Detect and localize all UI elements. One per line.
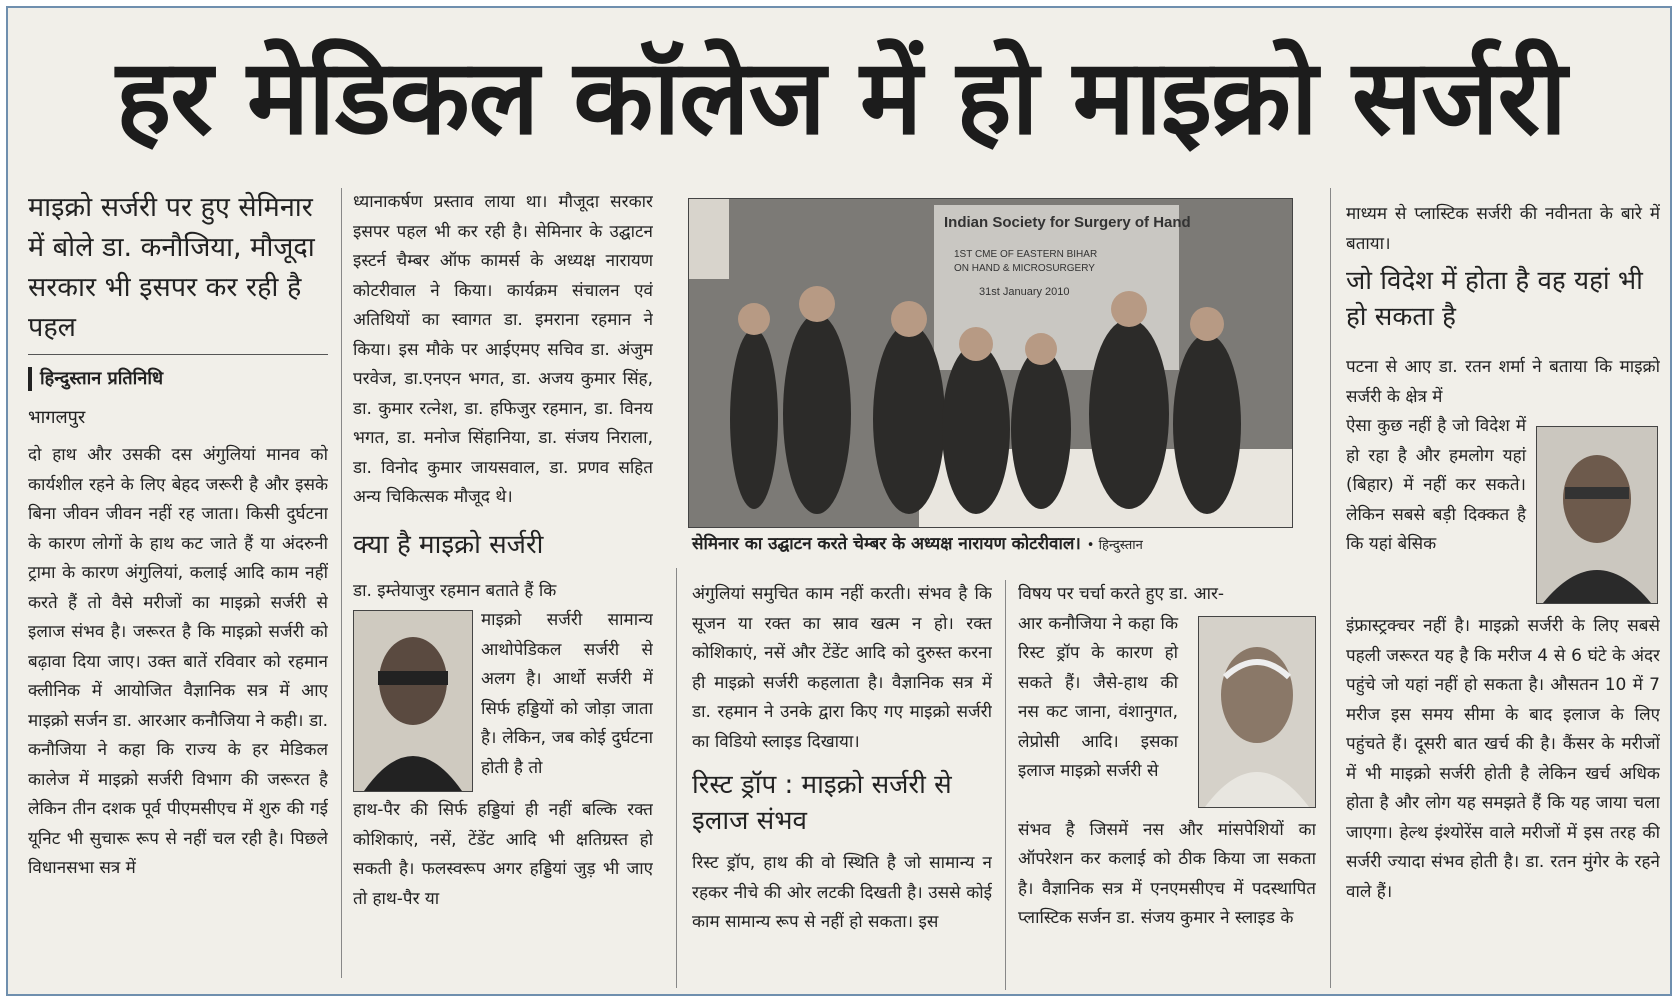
column-2-body: ध्यानाकर्षण प्रस्ताव लाया था। मौजूदा सरकार इसपर पहल भी कर रही है। सेमिनार के उद्घाटन इस्टर्न चैम्बर ऑफ कामर्स के अध्यक्ष नारायण कोटरीवाल ने किया। कार्यक्रम संचालन एवं अतिथियों का स्वागत डा. इमराना रहमान ने किया। इस मौके पर आईएमए सचिव डा. अंजुम परवेज, डा.एनएन भगत, डा. अजय कुमार सिंह, डा. कुमार रत्नेश, डा. हफिजुर रहमान, डा. विनय भगत, डा. मनोज सिंहानिया, डा. संजय निराला, डा. विनोद कुमार जायसवाल, डा. प्रणव सहित अन्य चिकित्सक मौजूद थे। [353, 192, 653, 507]
column-4-body-a: विषय पर चर्चा करते हुए डा. आर- [1018, 584, 1225, 604]
column-4 [1018, 580, 1316, 990]
banner-line-3: ON HAND & MICROSURGERY [954, 263, 1095, 274]
event-photo-illustration [689, 199, 1292, 527]
column-5-body-top: माध्यम से प्लास्टिक सर्जरी की नवीनता के बारे में बताया। [1346, 204, 1660, 254]
banner-line-1: Indian Society for Surgery of Hand [944, 214, 1191, 231]
photo-credit: • हिन्दुस्तान [1086, 538, 1143, 553]
column-4-body-b: आर कनौजिया ने कहा कि रिस्ट ड्रॉप के कारण हो सकते हैं। जैसे-हाथ की नस कट जाना, वंशानुगत, लेप्रोसी आदि। इसका इलाज माइक्रो सर्जरी से [1018, 613, 1178, 781]
portrait-illustration [1199, 617, 1315, 807]
column-5-body-a: पटना से आए डा. रतन शर्मा ने बताया कि माइक्रो सर्जरी के क्षेत्र में [1346, 357, 1660, 407]
column-4-body-c: संभव है जिसमें नस और मांसपेशियों का ऑपरेशन कर कलाई को ठीक किया जा सकता है। वैज्ञानिक सत्र में एनएमसीएच में पदस्थापित प्लास्टिक सर्जन डा. संजय कुमार ने स्लाइड के [1018, 819, 1316, 928]
subhead-wrist-drop: रिस्ट ड्रॉप : माइक्रो सर्जरी से इलाज संभव [692, 770, 952, 836]
photo-caption [692, 533, 1292, 557]
byline: हिन्दुस्तान प्रतिनिधि [28, 367, 328, 391]
subhead-abroad: जो विदेश में होता है वह यहां भी हो सकता है [1346, 266, 1643, 332]
deck: माइक्रो सर्जरी पर हुए सेमिनार में बोले डा. कनौजिया, मौजूदा सरकार भी इसपर कर रही है पहल [28, 192, 315, 343]
column-2 [353, 188, 653, 988]
column-rule [1330, 188, 1331, 988]
banner-line-4: 31st January 2010 [979, 286, 1070, 298]
event-photo [688, 198, 1293, 528]
column-5 [1346, 200, 1660, 990]
portrait-illustration [354, 611, 472, 791]
column-2-body-2b: माइक्रो सर्जरी सामान्य आथोपेडिकल सर्जरी से अलग है। आर्थो सर्जरी में सिर्फ हड्डियों को जोड़ा जाता है। लेकिन, जब कोई दुर्घटना होती है तो [481, 610, 653, 778]
column-2-body-2c: हाथ-पैर की सिर्फ हड्डियां ही नहीं बल्कि रक्त कोशिकाएं, नसें, टेंडेंट आदि भी क्षतिग्रस्त हो सकती है। फलस्वरूप अगर हड्डियां जुड़ भी जाए तो हाथ-पैर या [353, 800, 653, 909]
column-2-body-2a: डा. इम्तेयाजुर रहमान बताते हैं कि [353, 580, 557, 601]
subhead-what-is-microsurgery: क्या है माइक्रो सर्जरी [353, 529, 544, 560]
column-3 [692, 580, 992, 990]
column-5-body-c: इंफ्रास्ट्रक्चर नहीं है। माइक्रो सर्जरी के लिए सबसे पहली जरूरत यह है कि मरीज 4 से 6 घंटे के अंदर पहुंचे जो यहां नहीं हो सकता है। औसतन 10 में 7 मरीज इस समय सीमा के बाद इलाज के लिए पहुंचते हैं। दूसरी बात खर्च की है। कैंसर के मरीजों में भी माइक्रो सर्जरी होती है लेकिन खर्च अधिक होता है और लोग यह समझते हैं कि यह जाया चला जाएगा। हेल्थ इंश्योरेंस वाले मरीजों में इस तरह की सर्जरी ज्यादा संभव होती है। डा. रतन मुंगेर के रहने वाले हैं। [1346, 616, 1660, 902]
portrait-photo-kanaujia [1198, 616, 1316, 808]
column-3-body-2: रिस्ट ड्रॉप, हाथ की वो स्थिति है जो सामान्य न रहकर नीचे की ओर लटकी दिखती है। उससे कोई काम सामान्य रूप से नहीं हो सकता। इस [692, 853, 992, 932]
column-3-body: अंगुलियां समुचित काम नहीं करती। संभव है कि सूजन या रक्त का स्राव खत्म न हो। रक्त कोशिकाएं, नसें और टेंडेंट आदि को दुरुस्त करना ही माइक्रो सर्जरी कहलाता है। वैज्ञानिक सत्र में डा. रहमान ने उनके द्वारा किए गए माइक्रो सर्जरी का विडियो स्लाइड दिखाया। [692, 584, 992, 752]
headline: हर मेडिकल कॉलेज में हो माइक्रो सर्जरी [116, 36, 1566, 158]
photo-caption-text: सेमिनार का उद्घाटन करते चेम्बर के अध्यक्ष नारायण कोटरीवाल। [692, 534, 1081, 554]
column-5-body-b: ऐसा कुछ नहीं है जो विदेश में हो रहा है और हमलोग यहां (बिहार) में नहीं कर सकते। लेकिन सबसे बड़ी दिक्कत है कि यहां बेसिक [1346, 416, 1526, 554]
column-rule [676, 568, 677, 988]
column-1-body: दो हाथ और उसकी दस अंगुलियां मानव को कार्यशील रहने के लिए बेहद जरूरी है और इसके बिना जीवन जीवन नहीं रह जाता। किसी दुर्घटना के कारण लोगों के हाथ कट जाते हैं या अंदरुनी ट्रामा के कारण अंगुलियां, कलाई आदि काम नहीं करते हैं तो वैसे मरीजों का माइक्रो सर्जरी से इलाज संभव है। जरूरत है कि माइक्रो सर्जरी को बढ़ावा दिया जाए। उक्त बातें रविवार को रहमान क्लीनिक में आयोजित वैज्ञानिक सत्र में आए माइक्रो सर्जन डा. आरआर कनौजिया ने कही। डा. कनौजिया ने कहा कि राज्य के हर मेडिकल कालेज में माइक्रो सर्जरी विभाग की जरूरत है लेकिन तीन दशक पूर्व पीएमसीएच में शुरु की गई यूनिट भी सुचारू रूप से नहीं चल रही है। पिछले विधानसभा सत्र में [28, 445, 328, 878]
portrait-photo-rahman [353, 610, 473, 792]
column-rule [341, 188, 342, 978]
newspaper-clipping [6, 6, 1672, 996]
column-1 [28, 188, 328, 988]
portrait-illustration [1537, 427, 1657, 603]
dateline: भागलपुर [28, 407, 86, 428]
portrait-photo-sharma [1536, 426, 1658, 604]
column-rule [1005, 580, 1006, 990]
divider [28, 354, 328, 355]
banner-line-2: 1ST CME OF EASTERN BIHAR [954, 249, 1098, 260]
